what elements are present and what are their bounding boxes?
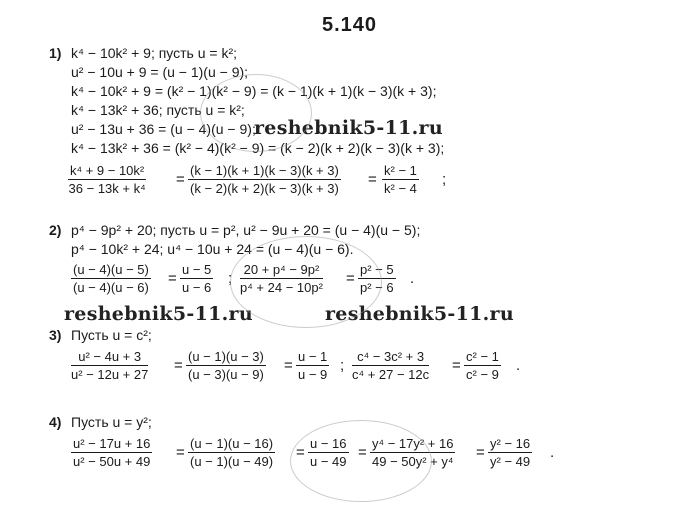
part1-number: 1) bbox=[49, 45, 62, 61]
semicolon: ; bbox=[442, 171, 447, 188]
equals-sign: = bbox=[284, 357, 293, 374]
part3-fraction-4: $\frac{\text{c⁴ − 3c² + 3}}{\text{c⁴ + 27 − 12c}}$ bbox=[352, 349, 430, 382]
part4-number: 4) bbox=[49, 414, 62, 430]
part1-fraction-3: $\frac{\text{k² − 1}}{\text{k² − 4}}$ bbox=[384, 163, 417, 196]
equals-sign: = bbox=[476, 444, 485, 461]
semicolon: ; bbox=[340, 357, 345, 374]
stamp-mark-top bbox=[200, 74, 312, 152]
stamp-mark-bottom bbox=[290, 420, 432, 502]
part3-number: 3) bbox=[49, 327, 62, 343]
semicolon: ; bbox=[228, 270, 233, 287]
equals-sign: = bbox=[168, 270, 177, 287]
part3-fraction-2: $\frac{(u - 1)(u - 3)}{(u - 3)(u - 9)}$ bbox=[188, 349, 264, 382]
period: . bbox=[516, 357, 521, 374]
part2-number: 2) bbox=[49, 222, 62, 238]
part2-fraction-4: $\frac{\text{p² − 5}}{\text{p² − 6}}$ bbox=[360, 262, 394, 295]
part1-line5: u² − 13u + 36 = (u − 4)(u − 9); bbox=[71, 121, 256, 137]
equals-sign: = bbox=[296, 444, 305, 461]
part4-fraction-5: $\frac{\text{y² − 16}}{\text{y² − 49}}$ bbox=[490, 436, 531, 469]
equals-sign: = bbox=[346, 270, 355, 287]
part2-line1: p⁴ − 9p² + 20; пусть u = p², u² − 9u + 20 = (u − 4)(u − 5); bbox=[71, 222, 421, 238]
part4-fraction-1: $\frac{\text{u² − 17u + 16}}{\text{u² − 50u + 49}}$ bbox=[73, 436, 151, 469]
part4-fraction-4: $\frac{\text{y⁴ − 17y² + 16}}{\text{49 − 50y² + y⁴}}$ bbox=[372, 436, 454, 469]
part2-fraction-2: $\frac{u - 5}{u - 6}$ bbox=[182, 262, 212, 295]
stamp-mark-middle bbox=[230, 236, 382, 328]
part1-line3: k⁴ − 10k² + 9 = (k² − 1)(k² − 9) = (k − 1)(k + 1)(k − 3)(k + 3); bbox=[71, 83, 437, 99]
part3-fraction-5: $\frac{\text{c² − 1}}{\text{c² − 9}}$ bbox=[466, 349, 499, 382]
part3-fraction-1: $\frac{\text{u² − 4u + 3}}{\text{u² − 12u + 27}}$ bbox=[71, 349, 149, 382]
equals-sign: = bbox=[368, 171, 377, 188]
part1-line4: k⁴ − 13k² + 36; пусть u = k²; bbox=[71, 102, 245, 118]
part1-line6: k⁴ − 13k² + 36 = (k² − 4)(k² − 9) = (k − 2)(k + 2)(k − 3)(k + 3); bbox=[71, 140, 445, 156]
part1-line2: u² − 10u + 9 = (u − 1)(u − 9); bbox=[71, 64, 249, 80]
part2-line2: p⁴ − 10k² + 24; u⁴ − 10u + 24 = (u − 4)(u − 6). bbox=[71, 241, 354, 257]
equals-sign: = bbox=[176, 171, 185, 188]
part4-fraction-3: $\frac{u - 16}{u - 49}$ bbox=[310, 436, 347, 469]
equals-sign: = bbox=[176, 444, 185, 461]
watermark-right: reshebnik5-11.ru bbox=[325, 303, 514, 325]
equals-sign: = bbox=[452, 357, 461, 374]
part4-line1: Пусть u = y²; bbox=[71, 414, 152, 430]
period: . bbox=[410, 270, 415, 287]
part2-fraction-1: $\frac{(u - 4)(u - 5)}{(u - 4)(u - 6)}$ bbox=[73, 262, 149, 295]
part2-fraction-3: $\frac{\text{20 + p⁴ − 9p²}}{\text{p⁴ + 24 − 10p²}}$ bbox=[240, 262, 323, 295]
equals-sign: = bbox=[174, 357, 183, 374]
watermark-left: reshebnik5-11.ru bbox=[64, 303, 253, 325]
part4-fraction-2: $\frac{(u - 1)(u - 16)}{(u - 1)(u - 49)}$ bbox=[190, 436, 274, 469]
part1-fraction-1: $\frac{\text{k⁴ + 9 − 10k²}}{\text{36 − 13k + k⁴}}$ bbox=[68, 163, 146, 196]
problem-number: 5.140 bbox=[322, 14, 378, 36]
watermark-top: reshebnik5-11.ru bbox=[254, 117, 443, 139]
part1-fraction-2: $\frac{(k - 1)(k + 1)(k - 3)(k + 3)}{(k - 2)(k + 2)(k - 3)(k + 3)}$ bbox=[190, 163, 339, 196]
period: . bbox=[550, 444, 555, 461]
part3-fraction-3: $\frac{u - 1}{u - 9}$ bbox=[298, 349, 328, 382]
part1-line1: k⁴ − 10k² + 9; пусть u = k²; bbox=[71, 45, 238, 61]
part3-line1: Пусть u = c²; bbox=[71, 327, 152, 343]
equals-sign: = bbox=[358, 444, 367, 461]
